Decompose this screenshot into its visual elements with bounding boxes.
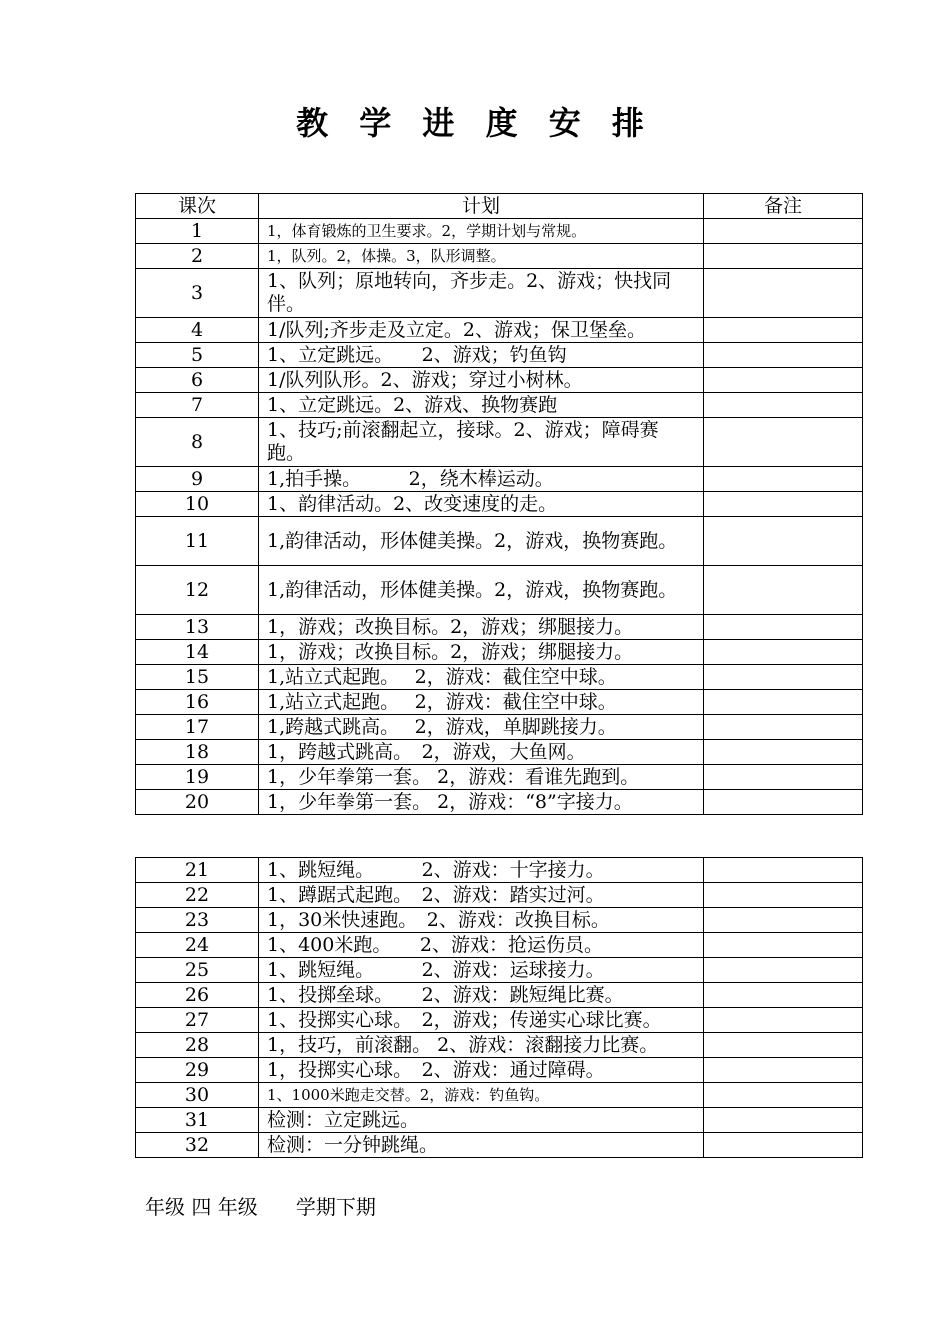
lesson-plan: 1/队列;齐步走及立定。2、游戏；保卫堡垒。 (259, 318, 704, 343)
table-row (136, 1058, 863, 1083)
lesson-plan: 1,站立式起跑。 2，游戏：截住空中球。 (259, 665, 704, 690)
table-row (136, 343, 863, 368)
lesson-notes (704, 690, 863, 715)
lesson-plan: 1,韵律活动，形体健美操。2，游戏，换物赛跑。 (259, 517, 704, 566)
lesson-plan: 检测：立定跳远。 (259, 1108, 704, 1133)
table-row (136, 765, 863, 790)
lesson-notes (704, 640, 863, 665)
header-lesson: 课次 (136, 194, 259, 219)
grade-value: 四 年级 (191, 1195, 258, 1219)
table-row (136, 368, 863, 393)
lesson-number: 10 (136, 492, 259, 517)
table-row (136, 269, 863, 318)
lesson-plan: 1，30米快速跑。 2、游戏：改换目标。 (259, 908, 704, 933)
lesson-plan: 1、队列；原地转向，齐步走。2、游戏；快找同伴。 (259, 269, 704, 318)
lesson-notes (704, 393, 863, 418)
lesson-number: 11 (136, 517, 259, 566)
lesson-number: 32 (136, 1133, 259, 1158)
page-title: 教 学 进 度 安 排 (296, 104, 654, 142)
lesson-plan: 1，跨越式跳高。 2，游戏，大鱼网。 (259, 740, 704, 765)
lesson-notes (704, 615, 863, 640)
lesson-plan: 1，投掷实心球。 2、游戏：通过障碍。 (259, 1058, 704, 1083)
table-row (136, 908, 863, 933)
table-row (136, 1008, 863, 1033)
lesson-number: 3 (136, 269, 259, 318)
lesson-plan: 1、1000米跑走交替。2，游戏：钓鱼钩。 (259, 1083, 704, 1108)
table-row (136, 467, 863, 492)
lesson-plan: 1,拍手操。 2，绕木棒运动。 (259, 467, 704, 492)
lesson-plan: 1/队列队形。2、游戏；穿过小树林。 (259, 368, 704, 393)
lesson-notes (704, 858, 863, 883)
table-row (136, 492, 863, 517)
table-row (136, 690, 863, 715)
lesson-number: 1 (136, 219, 259, 244)
lesson-notes (704, 244, 863, 269)
lesson-notes (704, 418, 863, 467)
lesson-number: 14 (136, 640, 259, 665)
lesson-notes (704, 958, 863, 983)
lesson-number: 20 (136, 790, 259, 815)
term: 学期下期 (295, 1195, 376, 1219)
lesson-number: 31 (136, 1108, 259, 1133)
header-notes: 备注 (704, 194, 863, 219)
lesson-number: 15 (136, 665, 259, 690)
table-row (136, 615, 863, 640)
lesson-number: 19 (136, 765, 259, 790)
table-row (136, 640, 863, 665)
lesson-plan: 1,韵律活动，形体健美操。2，游戏，换物赛跑。 (259, 566, 704, 615)
lesson-number: 17 (136, 715, 259, 740)
lesson-plan: 1、蹲踞式起跑。 2、游戏：踏实过河。 (259, 883, 704, 908)
lesson-plan: 1，游戏；改换目标。2，游戏；绑腿接力。 (259, 640, 704, 665)
lesson-notes (704, 740, 863, 765)
lesson-notes (704, 318, 863, 343)
lesson-number: 13 (136, 615, 259, 640)
lesson-notes (704, 343, 863, 368)
lesson-notes (704, 1008, 863, 1033)
table-row (136, 418, 863, 467)
table-row (136, 1108, 863, 1133)
table-row (136, 858, 863, 883)
lesson-number: 26 (136, 983, 259, 1008)
lesson-notes (704, 1033, 863, 1058)
lesson-plan: 检测：一分钟跳绳。 (259, 1133, 704, 1158)
lesson-plan: 1、投掷垒球。 2、游戏：跳短绳比赛。 (259, 983, 704, 1008)
lesson-number: 21 (136, 858, 259, 883)
lesson-number: 29 (136, 1058, 259, 1083)
table-row (136, 1033, 863, 1058)
lesson-notes (704, 790, 863, 815)
lesson-notes (704, 665, 863, 690)
lesson-plan: 1，体育锻炼的卫生要求。2，学期计划与常规。 (259, 219, 704, 244)
table-row (136, 1083, 863, 1108)
lesson-notes (704, 715, 863, 740)
lesson-notes (704, 933, 863, 958)
table-row (136, 566, 863, 615)
table-row (136, 790, 863, 815)
lesson-number: 18 (136, 740, 259, 765)
lesson-plan: 1、跳短绳。 2、游戏：十字接力。 (259, 858, 704, 883)
lesson-plan: 1，技巧，前滚翻。 2、游戏：滚翻接力比赛。 (259, 1033, 704, 1058)
lesson-plan: 1、400米跑。 2、游戏：抢运伤员。 (259, 933, 704, 958)
lesson-plan: 1、立定跳远。2、游戏、换物赛跑 (259, 393, 704, 418)
lesson-notes (704, 983, 863, 1008)
lesson-number: 22 (136, 883, 259, 908)
lesson-number: 9 (136, 467, 259, 492)
lesson-number: 28 (136, 1033, 259, 1058)
lesson-notes (704, 566, 863, 615)
table-row (136, 1133, 863, 1158)
lesson-number: 7 (136, 393, 259, 418)
lesson-notes (704, 492, 863, 517)
table-row (136, 219, 863, 244)
table-row (136, 393, 863, 418)
schedule-table-part2 (135, 857, 863, 1158)
table-row (136, 715, 863, 740)
table-row (136, 883, 863, 908)
footer-info (145, 1191, 376, 1220)
lesson-notes (704, 1108, 863, 1133)
lesson-number: 8 (136, 418, 259, 467)
lesson-notes (704, 368, 863, 393)
lesson-plan: 1、投掷实心球。 2，游戏；传递实心球比赛。 (259, 1008, 704, 1033)
lesson-number: 4 (136, 318, 259, 343)
table-header-row (136, 194, 863, 219)
schedule-table-part1 (135, 193, 863, 815)
lesson-number: 27 (136, 1008, 259, 1033)
lesson-plan: 1、跳短绳。 2、游戏：运球接力。 (259, 958, 704, 983)
table-row (136, 983, 863, 1008)
lesson-number: 25 (136, 958, 259, 983)
table-row (136, 933, 863, 958)
lesson-notes (704, 219, 863, 244)
lesson-number: 12 (136, 566, 259, 615)
table-row (136, 517, 863, 566)
lesson-plan: 1，游戏；改换目标。2，游戏；绑腿接力。 (259, 615, 704, 640)
header-plan: 计划 (259, 194, 704, 219)
table-row (136, 958, 863, 983)
lesson-notes (704, 1133, 863, 1158)
lesson-plan: 1，队列。2，体操。3，队形调整。 (259, 244, 704, 269)
lesson-notes (704, 467, 863, 492)
lesson-notes (704, 765, 863, 790)
lesson-notes (704, 1058, 863, 1083)
lesson-notes (704, 517, 863, 566)
grade-label: 年级 (145, 1195, 185, 1219)
lesson-plan: 1、技巧;前滚翻起立，接球。2、游戏；障碍赛跑。 (259, 418, 704, 467)
lesson-plan: 1、立定跳远。 2、游戏；钓鱼钩 (259, 343, 704, 368)
lesson-number: 30 (136, 1083, 259, 1108)
lesson-notes (704, 1083, 863, 1108)
lesson-plan: 1，少年拳第一套。 2，游戏：“8”字接力。 (259, 790, 704, 815)
lesson-number: 5 (136, 343, 259, 368)
lesson-plan: 1,站立式起跑。 2，游戏：截住空中球。 (259, 690, 704, 715)
lesson-number: 16 (136, 690, 259, 715)
lesson-number: 6 (136, 368, 259, 393)
table-row (136, 740, 863, 765)
lesson-number: 23 (136, 908, 259, 933)
lesson-plan: 1、韵律活动。2、改变速度的走。 (259, 492, 704, 517)
lesson-notes (704, 883, 863, 908)
lesson-notes (704, 269, 863, 318)
lesson-number: 24 (136, 933, 259, 958)
table-row (136, 244, 863, 269)
table-row (136, 318, 863, 343)
lesson-number: 2 (136, 244, 259, 269)
lesson-plan: 1,跨越式跳高。 2，游戏，单脚跳接力。 (259, 715, 704, 740)
lesson-plan: 1，少年拳第一套。 2，游戏：看谁先跑到。 (259, 765, 704, 790)
table-row (136, 665, 863, 690)
lesson-notes (704, 908, 863, 933)
